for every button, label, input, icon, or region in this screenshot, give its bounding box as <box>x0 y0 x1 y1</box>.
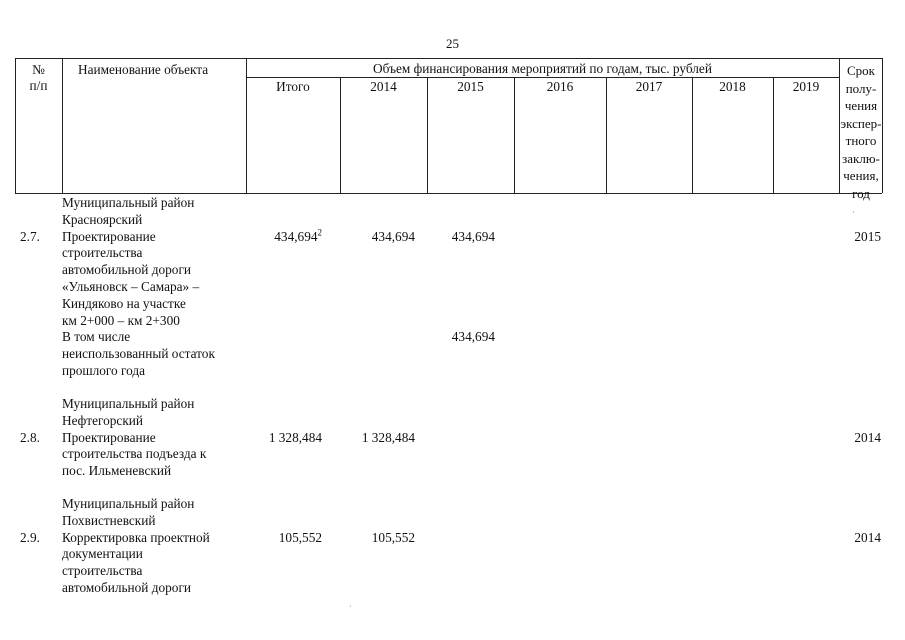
header-year-2017: 2017 <box>635 79 663 94</box>
row-name <box>62 496 210 597</box>
header-year-2015: 2015 <box>457 79 484 94</box>
row-deadline: 2014 <box>854 530 881 545</box>
header-top-border <box>15 58 882 59</box>
header-year-total: Итого <box>276 79 310 94</box>
row-name-line: Корректировка проектной <box>62 529 210 545</box>
header-deadline-line: чения <box>844 98 878 113</box>
scan-speck: · <box>349 602 352 611</box>
row-value-2014: 1 328,484 <box>361 430 415 445</box>
header-group-border <box>246 77 839 78</box>
divider-no-name <box>62 58 63 193</box>
row-value-2015: 434,694 <box>451 329 495 344</box>
header-year-2018: 2018 <box>719 79 746 94</box>
row-name-line: Нефтегорский <box>62 412 144 428</box>
header-name: Наименование объекта <box>78 62 209 77</box>
row-name <box>62 329 215 379</box>
header-year-2016: 2016 <box>546 79 574 94</box>
footnote-marker: 2 <box>317 227 322 238</box>
row-name-line: автомобильной дороги <box>62 579 192 595</box>
row-name-line: Муниципальный район <box>62 496 195 511</box>
row-number: 2.8. <box>20 430 40 445</box>
row-name-line: строительства <box>62 245 143 261</box>
header-deadline-line: чения, <box>843 168 879 183</box>
header-year-2014: 2014 <box>370 79 397 94</box>
header-deadline-line: полу- <box>845 80 877 96</box>
header-no: № <box>32 62 45 77</box>
header-bottom-border <box>15 193 882 194</box>
row-deadline: 2015 <box>854 229 881 244</box>
row-value-2014: 434,694 <box>371 229 415 244</box>
header-deadline-line: экспер- <box>840 115 882 131</box>
row-value-2015: 434,694 <box>451 229 495 244</box>
scan-speck: · <box>852 208 855 217</box>
row-name <box>62 195 199 329</box>
row-number: 2.7. <box>20 229 40 244</box>
row-name-line: Муниципальный район <box>62 195 195 210</box>
row-name <box>62 396 206 480</box>
row-name-line: Красноярский <box>62 211 143 227</box>
row-name-line: строительства <box>62 563 143 579</box>
row-name-line: строительства подъезда к <box>62 446 207 462</box>
header-deadline-line: заклю- <box>842 150 880 166</box>
row-name-line: пос. Ильменевский <box>62 463 172 479</box>
row-name-line: автомобильной дороги <box>62 262 192 278</box>
header-deadline <box>840 62 882 202</box>
header-deadline-line: Срок <box>847 63 875 78</box>
row-name-line: км 2+000 – км 2+300 <box>62 312 180 328</box>
row-name-line: Похвистневский <box>62 512 156 528</box>
row-name-line: Проектирование <box>62 429 156 445</box>
row-name-line: Муниципальный район <box>62 396 195 411</box>
row-number: 2.9. <box>20 530 40 545</box>
row-name-line: В том числе <box>62 329 131 344</box>
header-funding-group: Объем финансирования мероприятий по годам, тыс. рублей <box>373 61 712 76</box>
header-deadline-line: тного <box>845 133 877 148</box>
header-right-border <box>882 58 883 193</box>
row-name-line: документации <box>62 546 143 562</box>
row-name-line: неиспользованный остаток <box>62 345 215 361</box>
row-name-line: Киндяково на участке <box>62 295 186 311</box>
row-total <box>274 229 322 246</box>
row-deadline: 2014 <box>854 430 881 445</box>
header-deadline-line: год <box>852 185 870 201</box>
row-total: 1 328,484 <box>268 430 322 445</box>
row-name-line: Проектирование <box>62 228 156 244</box>
row-total-value: 434,694 <box>274 229 318 244</box>
row-total: 105,552 <box>278 530 322 545</box>
page-number: 25 <box>446 36 459 51</box>
row-name-line: «Ульяновск – Самара» – <box>62 278 200 294</box>
row-name-line: прошлого года <box>62 362 146 378</box>
header-year-2019: 2019 <box>792 79 820 94</box>
row-value-2014: 105,552 <box>371 530 415 545</box>
header-no-sub: п/п <box>29 78 48 93</box>
